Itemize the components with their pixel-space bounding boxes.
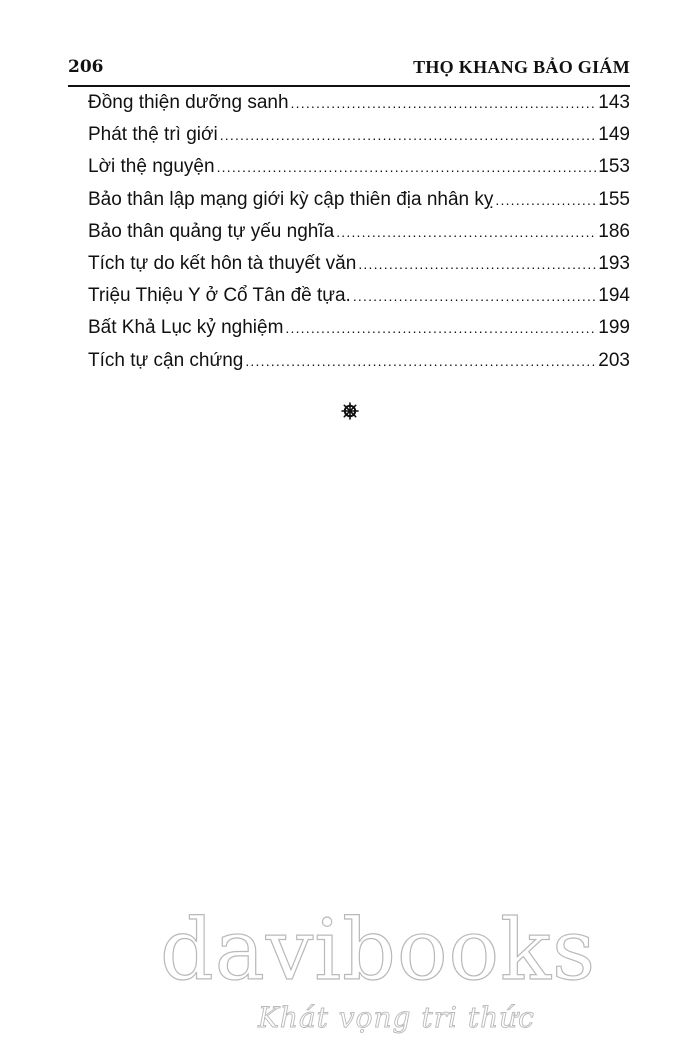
toc-entry[interactable] (88, 121, 630, 153)
toc-leader-dots (245, 347, 596, 375)
toc-leader-dots (353, 282, 596, 310)
toc-entry-page: 143 (598, 92, 630, 113)
toc-entry[interactable] (88, 347, 630, 379)
toc-leader-dots (217, 153, 597, 181)
toc-entry-page: 199 (598, 317, 630, 339)
toc-leader-dots (358, 250, 596, 278)
toc-entry-title: Tích tự cận chứng (88, 349, 244, 371)
toc-leader-dots (495, 186, 596, 214)
page-header (68, 55, 630, 87)
toc-entry-title: Đồng thiện dưỡng sanh (88, 92, 289, 113)
watermark-tagline: Khát vọng tri thức (258, 1001, 535, 1034)
toc-entry[interactable] (88, 218, 630, 250)
dharma-wheel-icon (341, 402, 359, 425)
toc-entry[interactable] (88, 282, 630, 314)
toc-entry[interactable] (88, 153, 630, 185)
toc-leader-dots (291, 89, 597, 117)
toc-entry[interactable] (88, 314, 630, 346)
toc-entry-page: 186 (598, 220, 630, 242)
toc-entry-title: Phát thệ trì giới (88, 124, 218, 146)
toc-entry-page: 203 (598, 349, 630, 371)
page-number: 206 (68, 57, 104, 77)
running-title: THỌ KHANG BẢO GIÁM (413, 57, 630, 77)
watermark-logo: davibooks (160, 901, 597, 999)
toc-entry-page: 149 (598, 124, 630, 146)
toc-entry-title: Lời thệ nguyện (88, 156, 215, 178)
toc-entry-page: 153 (598, 156, 630, 178)
toc-entry-page: 155 (598, 188, 630, 210)
toc-entry-title: Bất Khả Lục kỷ nghiệm (88, 317, 284, 339)
toc-entry-page: 194 (598, 285, 630, 307)
toc-entry-page: 193 (598, 252, 630, 274)
toc-entry[interactable] (88, 186, 630, 218)
toc-entry-title: Tích tự do kết hôn tà thuyết văn (88, 252, 357, 274)
toc-entry[interactable] (88, 250, 630, 282)
table-of-contents (88, 89, 630, 379)
toc-entry[interactable] (88, 89, 630, 121)
toc-entry-title: Bảo thân quảng tự yếu nghĩa (88, 220, 335, 242)
toc-entry-title: Triệu Thiệu Y ở Cổ Tân đề tựa. (88, 285, 351, 307)
toc-entry-title: Bảo thân lập mạng giới kỳ cập thiên địa nhân kỵ (88, 188, 494, 210)
toc-leader-dots (285, 314, 596, 342)
toc-leader-dots (220, 121, 597, 149)
toc-leader-dots (336, 218, 596, 246)
